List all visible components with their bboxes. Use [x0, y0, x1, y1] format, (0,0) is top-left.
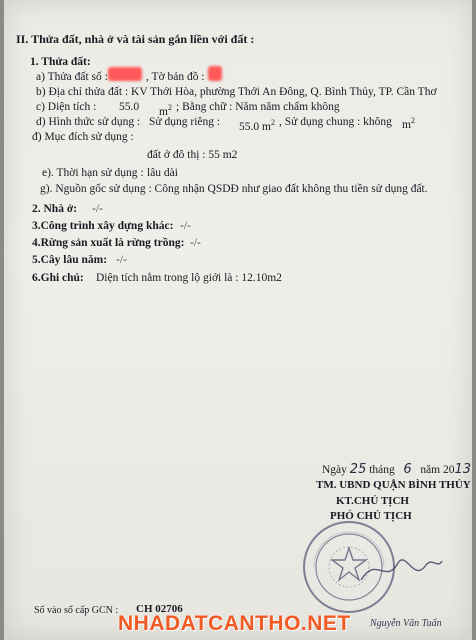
certificate-page: [4, 0, 472, 640]
note-label: 6.Ghi chú:: [32, 272, 84, 284]
cert-number-label: Số vào sổ cấp GCN :: [34, 605, 119, 616]
common-use: , Sử dụng chung : không: [279, 116, 392, 128]
perennial-trees-value: -/-: [116, 254, 127, 266]
issue-date: Ngày 25 tháng 6 năm 2013: [322, 462, 472, 477]
common-use-unit: $m^2$: [402, 116, 415, 131]
term-value: lâu dài: [147, 167, 178, 179]
signature-icon: [356, 545, 446, 595]
other-construction-value: -/-: [180, 220, 191, 232]
redacted-map-sheet: [208, 66, 222, 81]
signer-name: Nguyễn Văn Tuấn: [370, 618, 442, 629]
website-watermark: NHADATCANTHO.NET: [118, 612, 351, 635]
term-label: e). Thời hạn sử dụng :: [42, 167, 144, 179]
note-value: Diện tích nằm trong lộ giới là : 12.10m2: [96, 272, 282, 284]
usage-form-label: d) Hình thức sử dụng :: [36, 116, 141, 128]
redacted-plot-number: [108, 67, 142, 81]
purpose-value: đất ở đô thị : 55 m2: [147, 149, 238, 161]
planted-forest-value: -/-: [190, 237, 201, 249]
area-in-words: ; Bằng chữ : Năm năm chấm không: [176, 101, 340, 113]
plot-number-label: a) Thửa đất số :: [36, 71, 108, 83]
plot-heading: 1. Thửa đất:: [30, 56, 91, 68]
plot-address: b) Địa chỉ thửa đất : KV Thới Hòa, phường Thới An Đông, Q. Bình Thủy, TP. Cần Thơ: [36, 86, 437, 98]
cert-number: CH 02706: [136, 603, 183, 615]
purpose-label: đ) Mục đích sử dụng :: [32, 131, 134, 143]
private-use-value: 55.0 $m^2$: [239, 118, 275, 133]
perennial-trees-label: 5.Cây lâu năm:: [32, 254, 108, 266]
house-value: -/-: [92, 203, 103, 215]
origin-of-use: g). Nguồn gốc sử dụng : Công nhận QSDĐ như giao đất không thu tiền sử dụng đất.: [40, 183, 428, 195]
planted-forest-label: 4.Rừng sản xuất là rừng trồng:: [32, 237, 185, 249]
other-construction-label: 3.Công trình xây dựng khác:: [32, 220, 174, 232]
house-label: 2. Nhà ở:: [32, 203, 78, 215]
authority-line-1: TM. UBND QUẬN BÌNH THỦY: [316, 479, 471, 491]
area-unit: $m^2$: [159, 103, 172, 118]
authority-line-2: KT.CHỦ TỊCH: [336, 495, 409, 507]
area-label: c) Diện tích :: [36, 101, 97, 113]
map-sheet-label: , Tờ bản đồ :: [146, 71, 205, 83]
private-use-label: Sử dụng riêng :: [149, 116, 221, 128]
authority-line-3: PHÓ CHỦ TỊCH: [330, 510, 412, 522]
section-title: II. Thửa đất, nhà ở và tài sản gắn liền với đất :: [16, 32, 255, 46]
area-value: 55.0: [119, 101, 140, 113]
